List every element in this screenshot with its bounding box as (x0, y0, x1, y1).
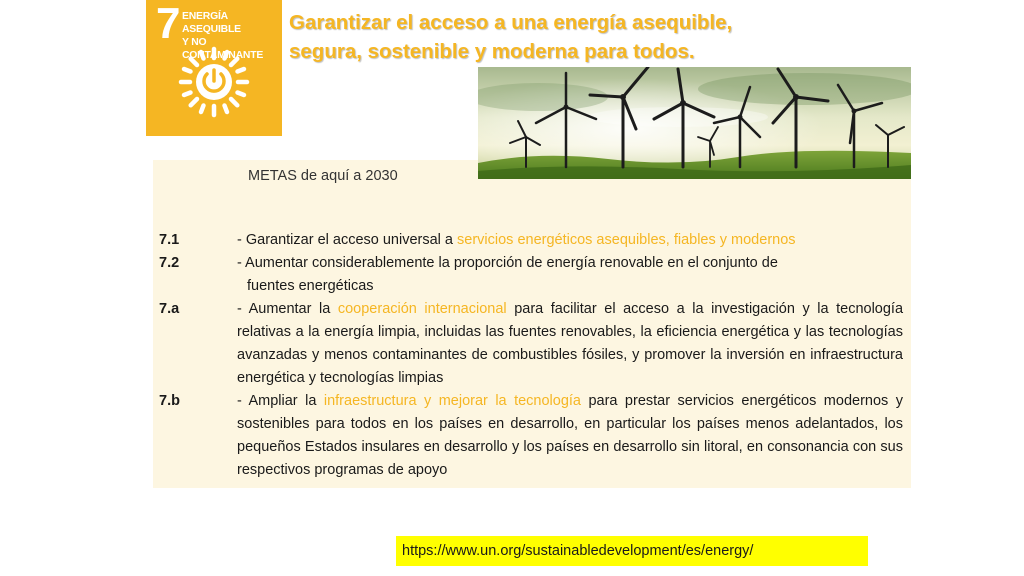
goals-panel (153, 160, 911, 488)
title-line1: Garantizar el acceso a una energía asequible, (289, 11, 733, 34)
sdg-7-badge (146, 0, 282, 136)
goal-code: 7.2 (159, 255, 180, 271)
sun-power-icon (178, 46, 250, 118)
goal-highlight: servicios energéticos asequibles, fiables y modernos (457, 232, 796, 248)
goal-text: - Aumentar considerablemente la proporción de energía renovable en el conjunto de fuentes energéticas (237, 252, 903, 298)
goal-highlight: infraestructura y mejorar la tecnología (323, 393, 581, 409)
wind-turbines-photo (478, 67, 911, 179)
source-link-box[interactable] (396, 536, 868, 566)
metas-heading (248, 168, 398, 184)
goal-text: - Aumentar la cooperación internacional para facilitar el acceso a la investigación y la tecnología relativas a la energía limpia, incluidas las fuentes renovables, la eficiencia energética y las tecnologías avanzadas y menos contaminantes de combustibles fósiles, y promover la inversión en infraestructura energética y tecnologías limpias (237, 301, 904, 386)
goal-code: 7.b (159, 393, 180, 409)
goal-text: - Ampliar la infraestructura y mejorar la tecnología para prestar servicios energéticos modernos y sostenibles para todos en los países en desarrollo, en particular los países menos adelantados, los pequeños Estados insulares en desarrollo y los países en desarrollo sin litoral, en consonancia con sus respectivos programas de apoyo (237, 393, 903, 478)
title-line2: segura, sostenible y moderna para todos. (289, 40, 695, 63)
source-link[interactable]: https://www.un.org/sustainabledevelopment/es/energy/ (402, 543, 754, 559)
metas-heading-bold: METAS (248, 168, 297, 184)
sdg-label-line2: Y NO CONTAMINANTE (182, 37, 264, 61)
metas-heading-rest: de aquí a 2030 (296, 168, 398, 184)
wind-turbines-image (478, 67, 911, 179)
goal-code: 7.1 (159, 232, 180, 248)
goal-text: - Garantizar el acceso universal a servicios energéticos asequibles, fiables y modernos (237, 232, 796, 248)
goal-code: 7.a (159, 301, 180, 317)
sdg-label-line1: ENERGÍA ASEQUIBLE (182, 11, 241, 35)
sdg-number: 7 (156, 0, 181, 48)
goal-highlight: cooperación internacional (337, 301, 507, 317)
page-title (289, 8, 849, 66)
goal-continuation: fuentes energéticas (247, 278, 374, 294)
